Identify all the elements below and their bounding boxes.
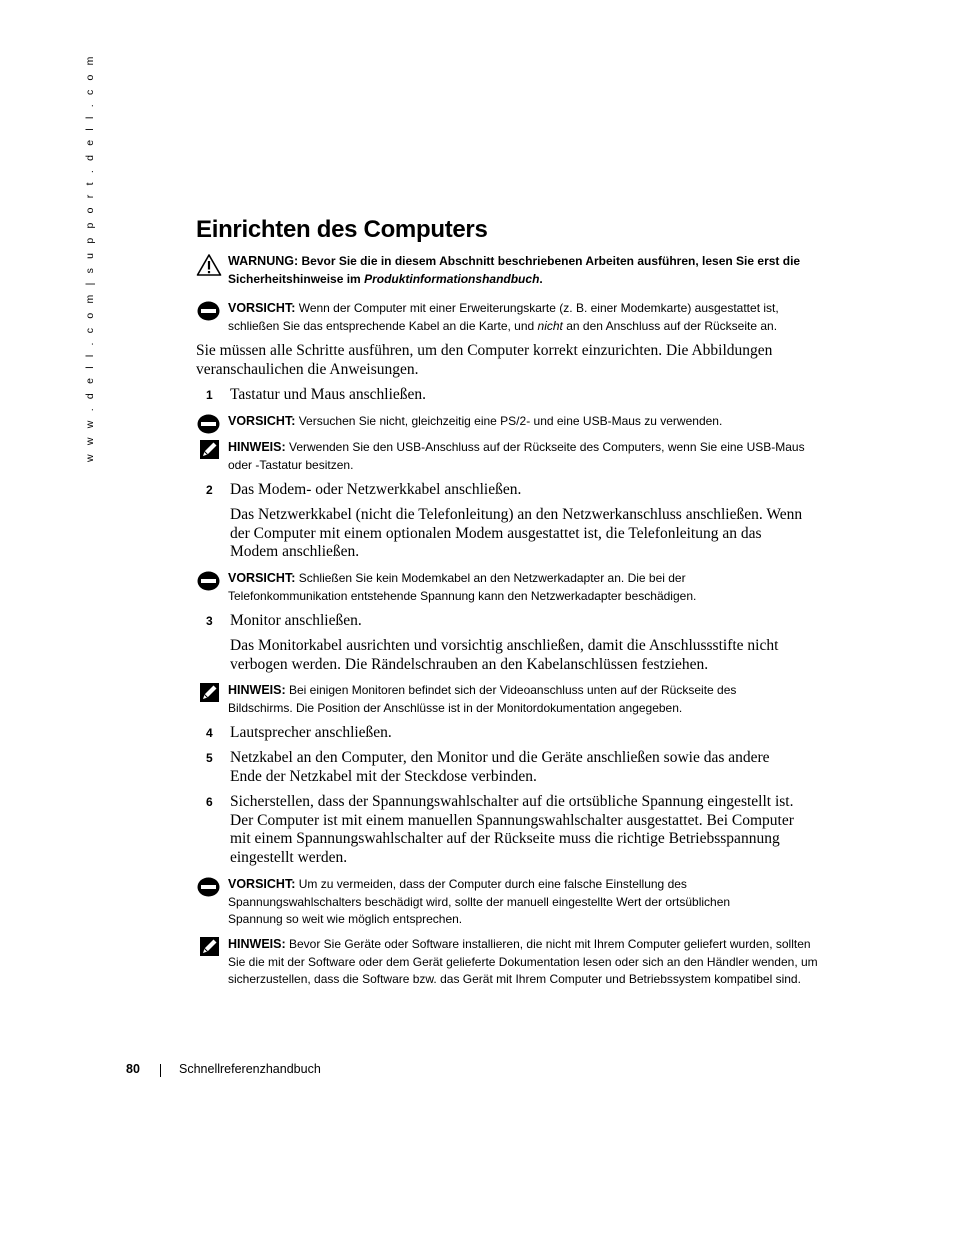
footer-doc-title: Schnellreferenzhandbuch <box>179 1062 321 1076</box>
caution-icon <box>196 300 222 324</box>
warning-manual-name: Produktinformationshandbuch <box>364 271 540 286</box>
caution-label: VORSICHT: <box>228 301 296 315</box>
caution-notice-2 <box>196 413 816 431</box>
note-notice-1 <box>196 439 816 474</box>
footer-divider <box>160 1064 161 1077</box>
caution-icon <box>196 876 222 900</box>
caution-icon <box>196 570 222 594</box>
warning-label: WARNUNG: <box>228 254 299 268</box>
note-label: HINWEIS: <box>228 683 286 697</box>
warning-triangle-icon <box>196 253 222 277</box>
warning-notice <box>196 253 816 288</box>
step-number: 4 <box>206 726 213 740</box>
step-number: 5 <box>206 751 213 765</box>
step-text: Tastatur und Maus anschließen. <box>230 386 427 403</box>
step-number: 1 <box>206 388 213 402</box>
caution-text-end: an den Anschluss auf der Rückseite an. <box>562 318 778 333</box>
caution-label: VORSICHT: <box>228 571 296 585</box>
warning-text: Bevor Sie die in diesem Abschnitt beschriebenen Arbeiten ausführen, lesen Sie erst die Sicherheitshinweise im <box>228 254 801 286</box>
note-text: Bei einigen Monitoren befindet sich der Videoanschluss unten auf der Rückseite des Bildschirms. Die Position der Anschlüsse ist in der Monitordokumentation angegeben. <box>228 683 737 715</box>
note-label: HINWEIS: <box>228 440 286 454</box>
note-notice-3 <box>196 936 816 989</box>
warning-text-end: . <box>539 271 543 286</box>
page-title: Einrichten des Computers <box>196 216 488 243</box>
step-detail: Das Netzwerkkabel (nicht die Telefonleitung) an den Netzwerkanschluss anschließen. Wenn der Computer mit einem optionalen Modem ausgestattet ist, die Telefonleitung an das Modem anschließen. <box>230 506 803 561</box>
caution-text: Um zu vermeiden, dass der Computer durch eine falsche Einstellung des Spannungswahlschalters beschädigt wird, sollte der manuell eingestellte Wert der ortsüblichen Spannung so weit wie möglich entsprechen. <box>228 877 731 926</box>
step-text: Sicherstellen, dass der Spannungswahlschalter auf die ortsübliche Spannung eingestellt ist. Der Computer ist mit einem manuellen Spannungswahlschalter ausgestattet. Bei Computer mit einem Spannungswahlschalter auf der Rückseite muss die richtige Betriebsspannung eingestellt werden. <box>230 793 794 866</box>
caution-label: VORSICHT: <box>228 414 296 428</box>
caution-text: Wenn der Computer mit einer Erweiterungskarte (z. B. einer Modemkarte) ausgestattet ist, schließen Sie das entsprechende Kabel an die Karte, und <box>228 301 779 333</box>
caution-text: Schließen Sie kein Modemkabel an den Netzwerkadapter an. Die bei der Telefonkommunikation entstehende Spannung kann den Netzwerkadapter beschädigen. <box>228 571 697 603</box>
caution-label: VORSICHT: <box>228 877 296 891</box>
caution-notice-3 <box>196 570 816 605</box>
note-pencil-icon <box>196 936 222 960</box>
note-label: HINWEIS: <box>228 937 286 951</box>
note-pencil-icon <box>196 439 222 463</box>
caution-notice-4 <box>196 876 816 929</box>
sidebar-url: w w w . d e l l . c o m | s u p p o r t . d e l l . c o m <box>84 53 96 462</box>
step-detail: Das Monitorkabel ausrichten und vorsichtig anschließen, damit die Anschlussstifte nicht verbogen werden. Die Rändelschrauben an den Kabelanschlüssen festziehen. <box>230 637 779 673</box>
caution-notice-1 <box>196 300 816 335</box>
step-number: 2 <box>206 483 213 497</box>
note-text: Bevor Sie Geräte oder Software installieren, die nicht mit Ihrem Computer geliefert wurden, sollten Sie die mit der Software oder dem Gerät gelieferte Dokumentation lesen oder sich an den Händler wenden, um sicherzustellen, dass die Software bzw. das Gerät mit Ihrem Computer und Betriebssystem kompatibel sind. <box>228 937 818 986</box>
step-text: Monitor anschließen. <box>230 612 362 629</box>
caution-icon <box>196 413 222 437</box>
step-text: Netzkabel an den Computer, den Monitor und die Geräte anschließen sowie das andere Ende der Netzkabel mit der Steckdose verbinden. <box>230 749 770 785</box>
intro-paragraph: Sie müssen alle Schritte ausführen, um den Computer korrekt einzurichten. Die Abbildungen veranschaulichen die Anweisungen. <box>196 342 773 378</box>
note-notice-2 <box>196 682 816 717</box>
step-text: Das Modem- oder Netzwerkkabel anschließen. <box>230 481 522 498</box>
step-number: 6 <box>206 795 213 809</box>
step-number: 3 <box>206 614 213 628</box>
note-pencil-icon <box>196 682 222 706</box>
caution-text: Versuchen Sie nicht, gleichzeitig eine PS/2- und eine USB-Maus zu verwenden. <box>298 414 723 428</box>
caution-emphasis: nicht <box>537 318 563 333</box>
note-text: Verwenden Sie den USB-Anschluss auf der Rückseite des Computers, wenn Sie eine USB-Maus oder -Tastatur besitzen. <box>228 440 805 472</box>
page-number: 80 <box>126 1062 140 1076</box>
step-text: Lautsprecher anschließen. <box>230 724 392 741</box>
